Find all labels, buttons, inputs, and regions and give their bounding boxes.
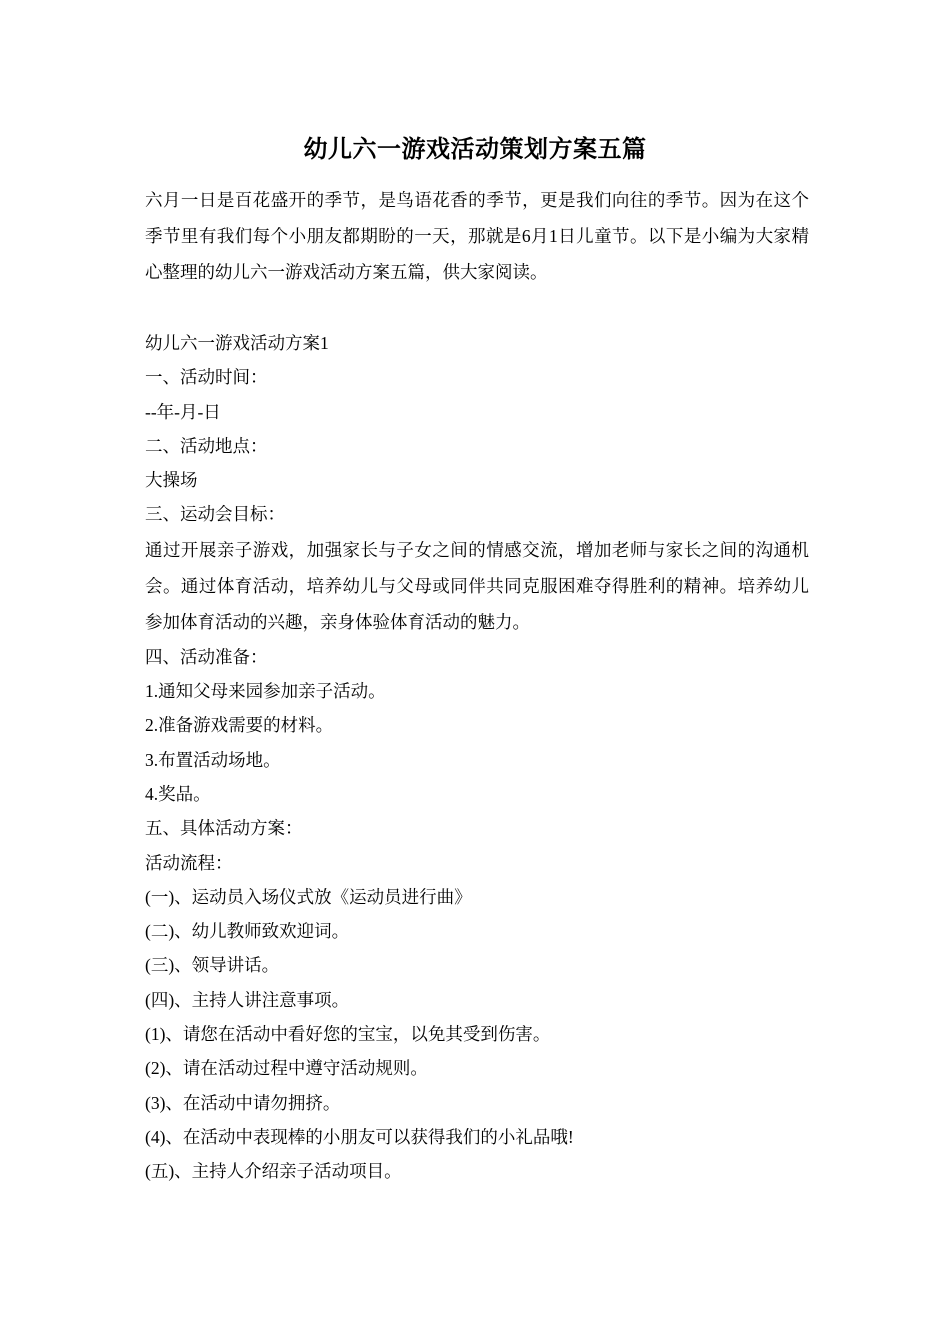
text-line: --年-月-日	[145, 401, 221, 422]
text-line: 活动流程：	[145, 852, 233, 873]
list-item: (四)、主持人讲注意事项。	[145, 989, 350, 1010]
text-line: 一、活动时间：	[145, 367, 268, 388]
text-line: 三、运动会目标：	[145, 504, 285, 525]
list-item: (3)、在活动中请勿拥挤。	[145, 1092, 341, 1113]
list-item: 3.布置活动场地。	[145, 749, 281, 770]
section-heading: 幼儿六一游戏活动方案1	[145, 333, 329, 353]
document-body	[145, 326, 809, 1189]
list-item: 4.奖品。	[145, 783, 211, 804]
list-item: 2.准备游戏需要的材料。	[145, 715, 334, 736]
document-title: 幼儿六一游戏活动策划方案五篇	[303, 137, 647, 163]
list-item: (一)、运动员入场仪式放《运动员进行曲》	[145, 886, 472, 907]
list-item: (1)、请您在活动中看好您的宝宝，以免其受到伤害。	[145, 1024, 551, 1045]
text-line: 大操场	[145, 470, 198, 491]
goal-paragraph: 通过开展亲子游戏，加强家长与子女之间的情感交流，增加老师与家长之间的沟通机会。通过体育活动，培养幼儿与父母或同伴共同克服困难夺得胜利的精神。培养幼儿参加体育活动的兴趣，亲身体验体育活动的魅力。	[145, 539, 809, 632]
text-line: 二、活动地点：	[145, 435, 268, 456]
intro-paragraph: 六月一日是百花盛开的季节，是鸟语花香的季节，更是我们向往的季节。因为在这个季节里有我们每个小朋友都期盼的一天，那就是6月1日儿童节。以下是小编为大家精心整理的幼儿六一游戏活动方案五篇，供大家阅读。	[145, 190, 809, 282]
text-line: 五、具体活动方案：	[145, 818, 303, 839]
list-item: (三)、领导讲话。	[145, 955, 280, 976]
list-item: (五)、主持人介绍亲子活动项目。	[145, 1161, 402, 1182]
list-item: (2)、请在活动过程中遵守活动规则。	[145, 1058, 428, 1079]
list-item: (二)、幼儿教师致欢迎词。	[145, 921, 350, 942]
list-item: 1.通知父母来园参加亲子活动。	[145, 681, 386, 702]
list-item: (4)、在活动中表现棒的小朋友可以获得我们的小礼品哦!	[145, 1126, 574, 1147]
text-line: 四、活动准备：	[145, 646, 268, 667]
